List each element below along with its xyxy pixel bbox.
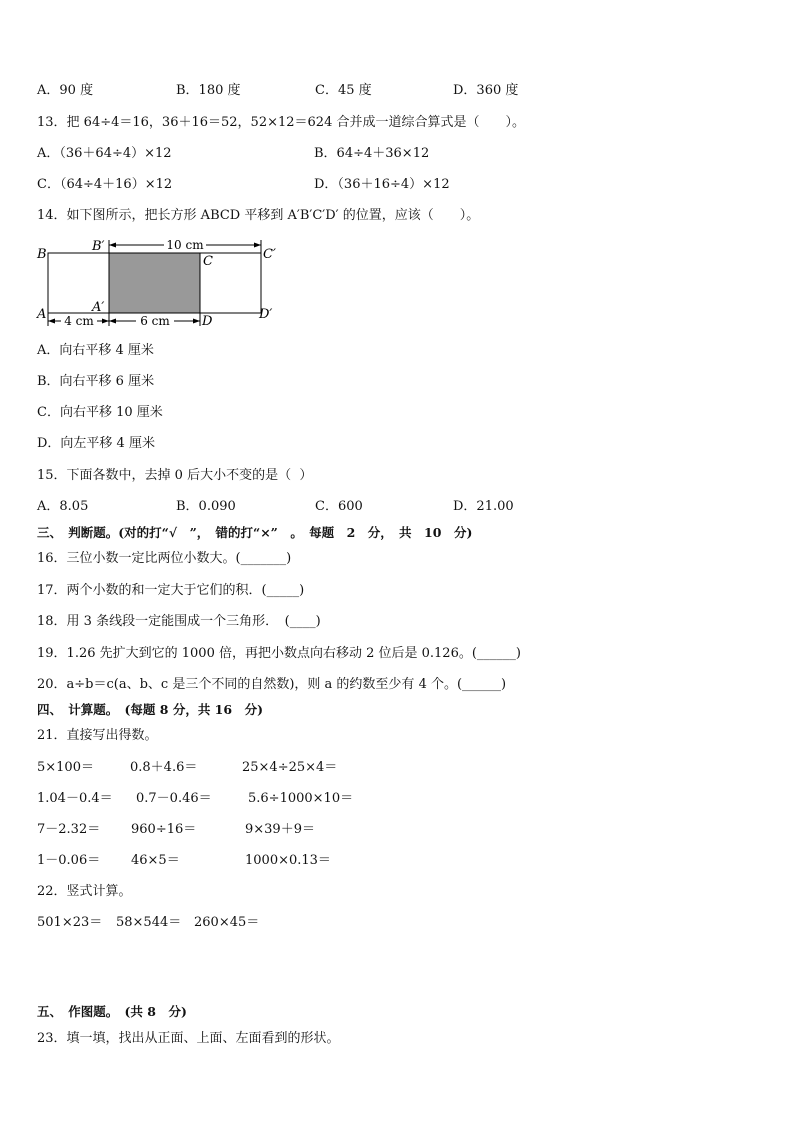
q21-r2-c2: 0.7－0.46＝ xyxy=(136,791,212,806)
q15-option-b: B．0.090 xyxy=(176,499,236,514)
q22-stem: 22．竖式计算。 xyxy=(37,884,132,899)
label-c: C xyxy=(203,254,213,269)
q12-option-b: B．180 度 xyxy=(176,83,241,98)
label-c-prime: C′ xyxy=(263,247,276,262)
q21-r3-c3: 9×39＋9＝ xyxy=(245,822,315,837)
q19: 19．1.26 先扩大到它的 1000 倍，再把小数点向右移动 2 位后是 0.126。(______) xyxy=(37,646,521,661)
q21-r1-c2: 0.8＋4.6＝ xyxy=(130,760,198,775)
q22-item-1: 501×23＝ xyxy=(37,915,103,930)
q21-stem: 21．直接写出得数。 xyxy=(37,728,158,743)
q20: 20．a÷b＝c(a、b、c 是三个不同的自然数)，则 a 的约数至少有 4 个。(______) xyxy=(37,677,507,692)
q15-stem: 15．下面各数中，去掉 0 后大小不变的是（ ） xyxy=(37,468,313,483)
section-5-title: 五、 作图题。 (共 8 分) xyxy=(37,1004,187,1019)
label-d-prime: D′ xyxy=(259,307,273,322)
q17: 17．两个小数的和一定大于它们的积．(_____) xyxy=(37,583,305,598)
q14-option-d: D．向左平移 4 厘米 xyxy=(37,436,155,451)
q21-r3-c1: 7－2.32＝ xyxy=(37,822,101,837)
q22-item-2: 58×544＝ xyxy=(116,915,182,930)
q22-item-3: 260×45＝ xyxy=(194,915,260,930)
q21-r3-c2: 960÷16＝ xyxy=(131,822,197,837)
q21-r4-c3: 1000×0.13＝ xyxy=(245,853,331,868)
q23: 23．填一填，找出从正面、上面、左面看到的形状。 xyxy=(37,1031,340,1046)
label-a: A xyxy=(37,307,47,322)
q15-option-c: C．600 xyxy=(315,499,363,514)
q13-stem: 13．把 64÷4＝16，36＋16＝52，52×12＝624 合并成一道综合算式是（ ）。 xyxy=(37,115,525,130)
q12-option-c: C．45 度 xyxy=(315,83,372,98)
q15-option-a: A．8.05 xyxy=(37,499,89,514)
q21-r1-c1: 5×100＝ xyxy=(37,760,94,775)
label-b-prime: B′ xyxy=(92,239,105,254)
shaded-rectangle xyxy=(109,253,200,313)
q14-option-b: B．向右平移 6 厘米 xyxy=(37,374,155,389)
q15-option-d: D．21.00 xyxy=(453,499,514,514)
q13-option-a: A．（36＋64÷4）×12 xyxy=(37,146,172,161)
section-3-title: 三、 判断题。(对的打“√ ”， 错的打“×” 。 每题 2 分， 共 10 分) xyxy=(37,525,473,540)
q13-option-c: C．（64÷4＋16）×12 xyxy=(37,177,173,192)
q12-option-a: A．90 度 xyxy=(37,83,94,98)
q21-r2-c3: 5.6÷1000×10＝ xyxy=(248,791,354,806)
translation-figure xyxy=(34,236,284,332)
label-b: B xyxy=(37,247,47,262)
section-4-title: 四、 计算题。 (每题 8 分，共 16 分) xyxy=(37,702,263,717)
q12-option-d: D．360 度 xyxy=(453,83,519,98)
label-a-prime: A′ xyxy=(92,300,105,315)
q13-option-b: B．64÷4＋36×12 xyxy=(314,146,430,161)
label-d: D xyxy=(202,314,213,329)
q14-option-c: C．向右平移 10 厘米 xyxy=(37,405,163,420)
q13-option-d: D．（36＋16÷4）×12 xyxy=(314,177,450,192)
q14-option-a: A．向右平移 4 厘米 xyxy=(37,343,154,358)
q21-r4-c1: 1－0.06＝ xyxy=(37,853,101,868)
q21-r4-c2: 46×5＝ xyxy=(131,853,180,868)
dim-label-top: 10 cm xyxy=(166,238,204,252)
q16: 16．三位小数一定比两位小数大。(_______) xyxy=(37,551,292,566)
dim-label-left: 4 cm xyxy=(64,314,94,328)
q18: 18．用 3 条线段一定能围成一个三角形． (____) xyxy=(37,614,321,629)
q21-r2-c1: 1.04－0.4＝ xyxy=(37,791,113,806)
q21-r1-c3: 25×4÷25×4＝ xyxy=(242,760,338,775)
dim-label-mid: 6 cm xyxy=(140,314,170,328)
q14-stem: 14．如下图所示，把长方形 ABCD 平移到 A′B′C′D′ 的位置，应该（ ）。 xyxy=(37,208,480,223)
